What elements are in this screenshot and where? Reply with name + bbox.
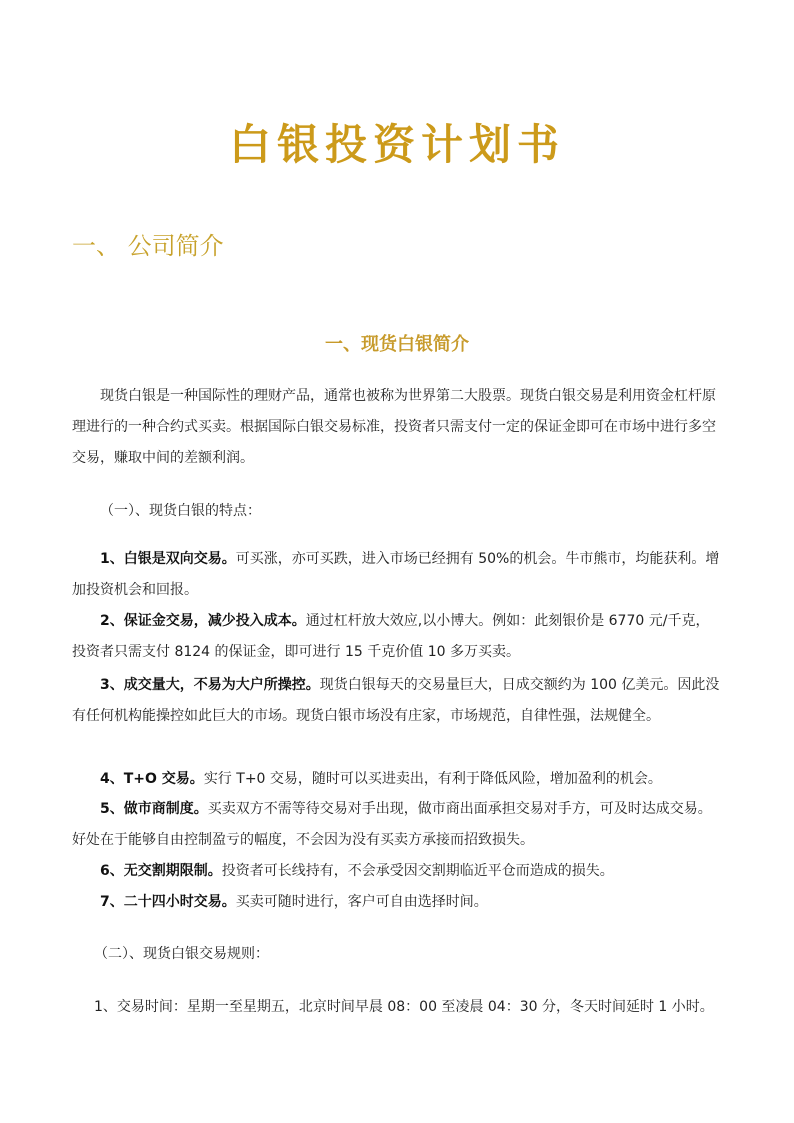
feature-bold: 无交割期限制。 (123, 863, 222, 879)
feature-item-5 (72, 794, 722, 856)
feature-text: 实行 T+0 交易，随时可以买进卖出，有利于降低风险，增加盈利的机会。 (203, 771, 662, 787)
rule-item-1: 1、交易时间：星期一至星期五，北京时间早晨 08：00 至凌晨 04：30 分，冬天时间延时 1 小时。 (94, 999, 714, 1015)
feature-item-2 (72, 606, 722, 668)
feature-item-4 (72, 764, 722, 795)
feature-text: 买卖双方不需等待交易对手出现，做市商出面承担交易对手方，可及时达成交易。好处在于能够自由控制盈亏的幅度，不会因为没有买卖方承接而招致损失。 (72, 801, 712, 848)
feature-item-7 (72, 887, 722, 918)
section-heading-company-intro: 一、 公司简介 (72, 232, 224, 260)
rules-heading: （二）、现货白银交易规则： (94, 946, 269, 962)
feature-num: 7、 (100, 894, 124, 910)
feature-num: 2、 (100, 613, 124, 629)
feature-text: 通过杠杆放大效应,以小博大。例如：此刻银价是 6770 元/千克，投资者只需支付 8124 的保证金，即可进行 15 千克价值 10 多万买卖。 (72, 613, 710, 660)
feature-bold: 保证金交易，减少投入成本。 (123, 613, 306, 629)
intro-paragraph: 现货白银是一种国际性的理财产品，通常也被称为世界第二大股票。现货白银交易是利用资金杠杆原理进行的一种合约式买卖。根据国际白银交易标准，投资者只需支付一定的保证金即可在市场中进行多空交易，赚取中间的差额利润。 (72, 388, 716, 466)
feature-text: 可买涨，亦可买跌，进入市场已经拥有 50%的机会。牛市熊市，均能获利。增加投资机会和回报。 (72, 551, 720, 598)
feature-num: 6、 (100, 863, 124, 879)
feature-bold: T+O 交易。 (123, 771, 204, 787)
feature-item-6 (72, 856, 722, 887)
feature-num: 3、 (100, 677, 124, 693)
feature-bold: 做市商制度。 (123, 801, 208, 817)
feature-bold: 白银是双向交易。 (123, 551, 236, 567)
subsection-heading-silver-intro: 一、现货白银简介 (325, 334, 469, 355)
feature-text: 买卖可随时进行，客户可自由选择时间。 (235, 894, 488, 910)
document-title: 白银投资计划书 (228, 120, 565, 169)
feature-num: 4、 (100, 771, 124, 787)
feature-text: 投资者可长线持有，不会承受因交割期临近平仓而造成的损失。 (221, 863, 614, 879)
feature-bold: 成交量大，不易为大户所操控。 (123, 677, 320, 693)
feature-bold: 二十四小时交易。 (123, 894, 236, 910)
feature-item-3 (72, 670, 722, 732)
features-heading: （一）、现货白银的特点： (100, 503, 261, 519)
feature-text: 现货白银每天的交易量巨大，日成交额约为 100 亿美元。因此没有任何机构能操控如此巨大的市场。现货白银市场没有庄家，市场规范，自律性强，法规健全。 (72, 677, 720, 724)
feature-item-1 (72, 544, 722, 606)
feature-num: 5、 (100, 801, 124, 817)
feature-num: 1、 (100, 551, 124, 567)
